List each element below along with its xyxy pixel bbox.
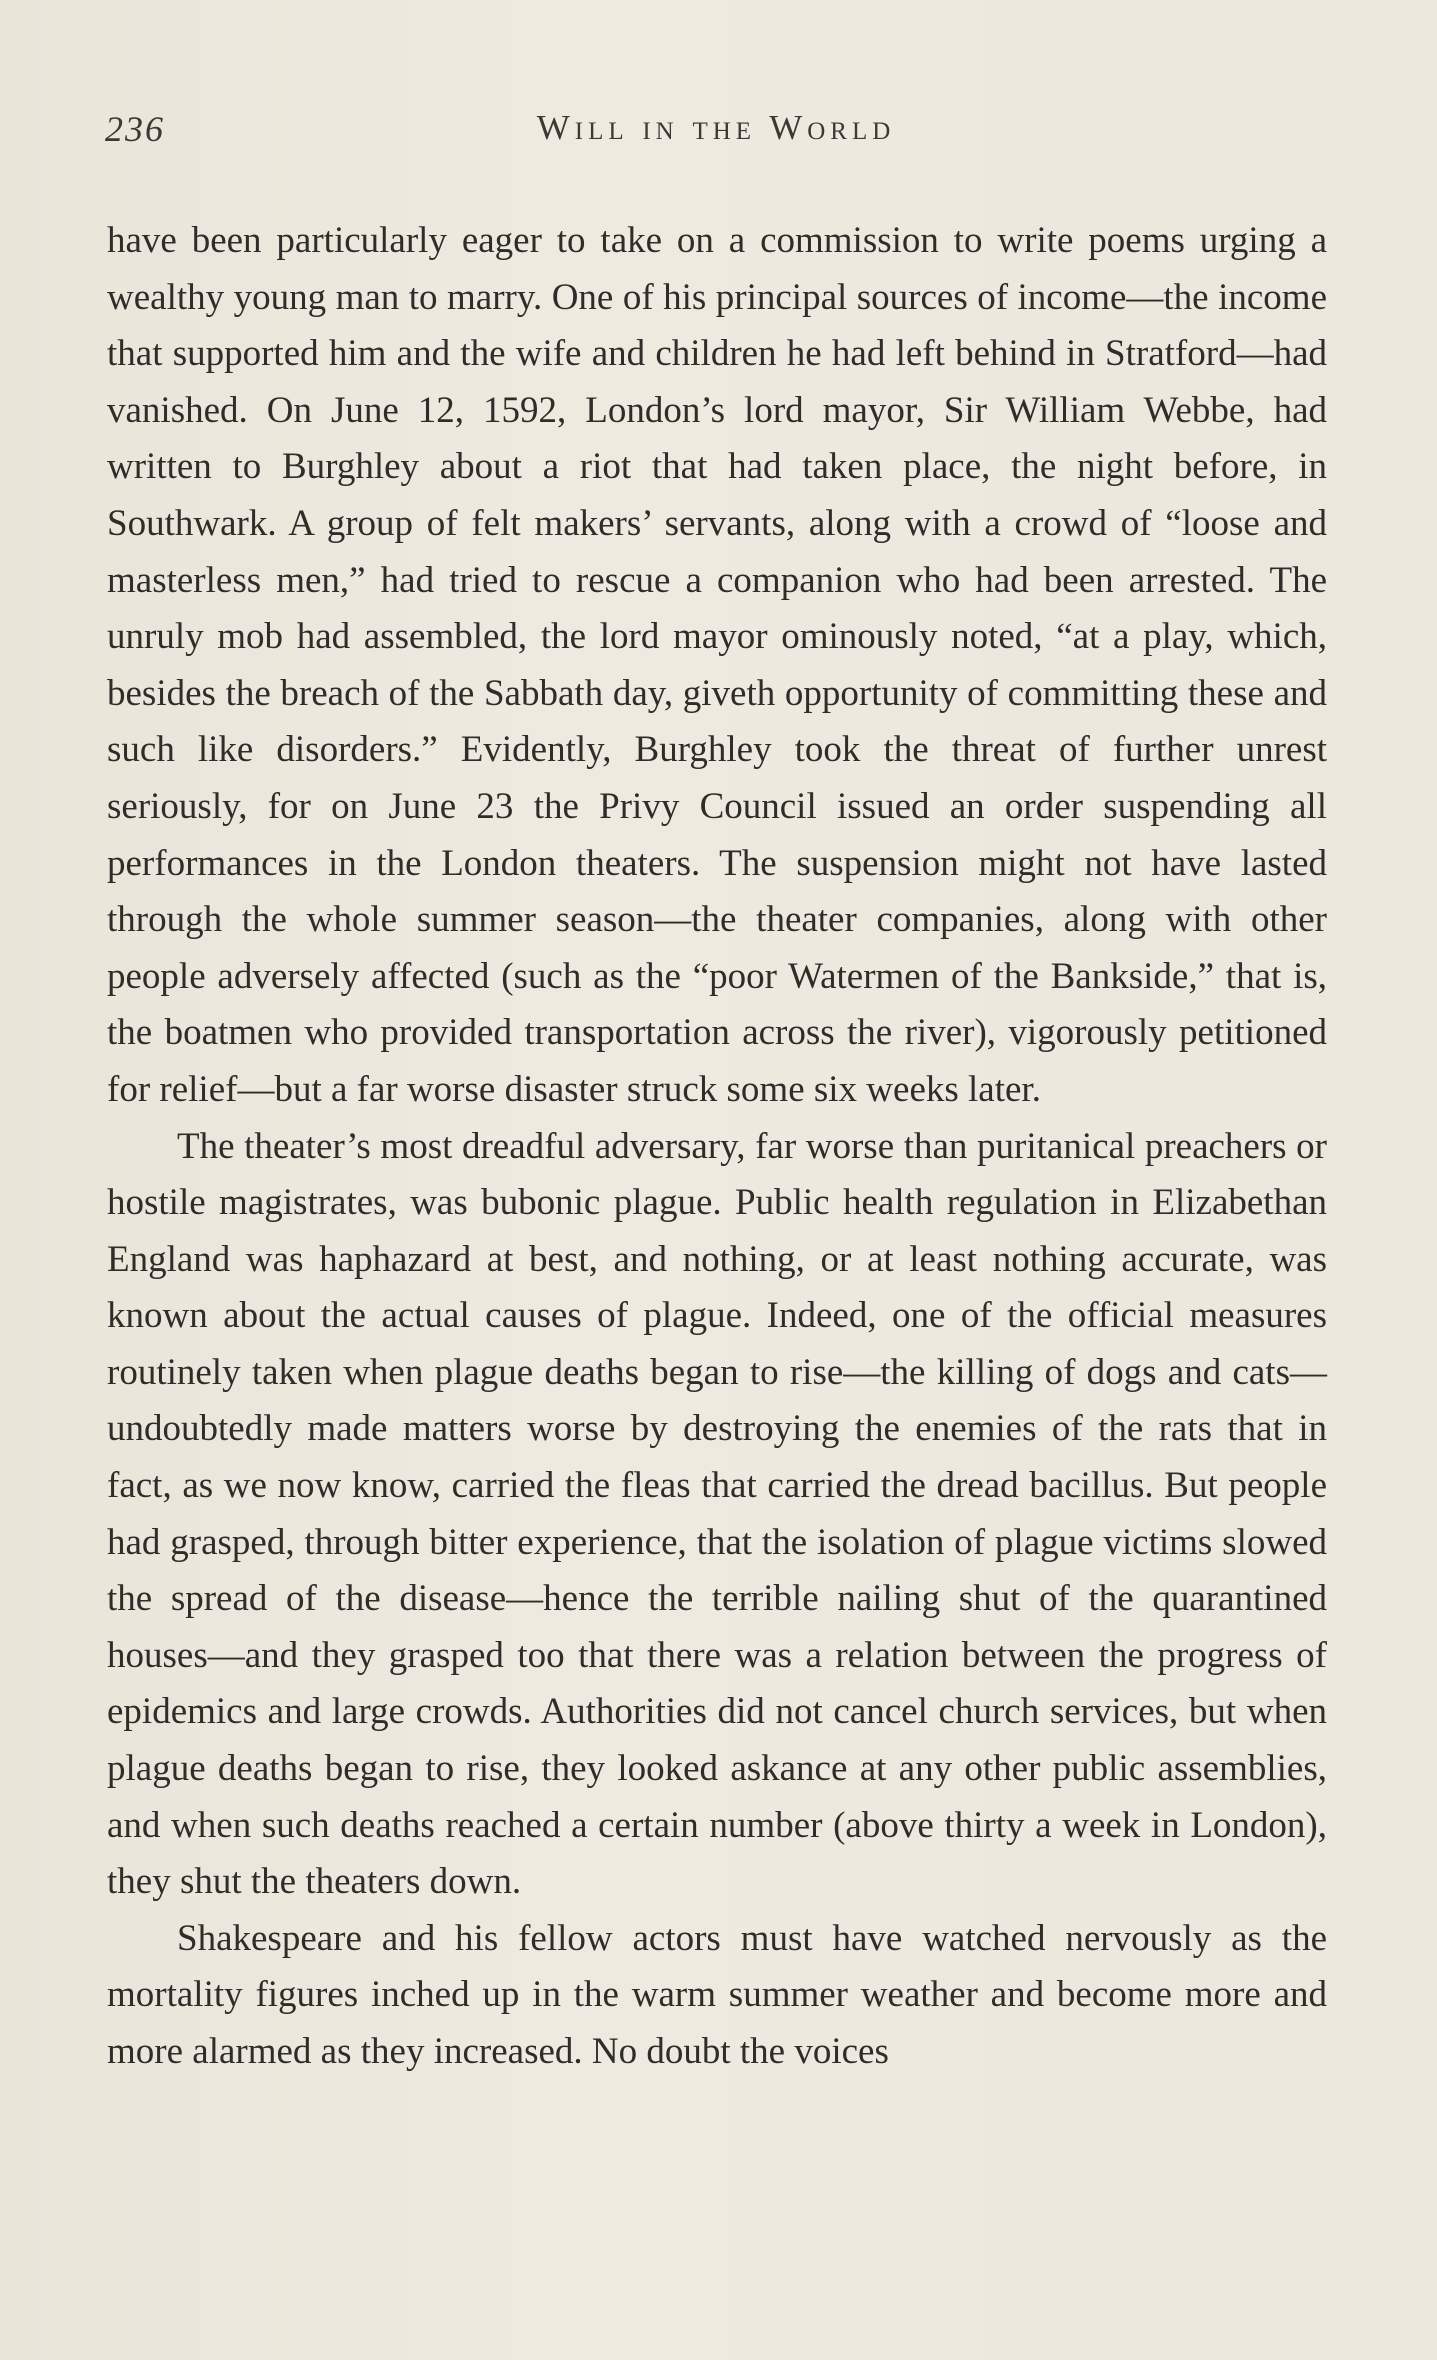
- body-text: [107, 213, 1327, 2081]
- paragraph-1: have been particularly eager to take on a commission to write poems urging a wealthy young man to marry. One of his principal sources of income—the income that supported him and the wife and children he had left behind in Stratford—had vanished. On June 12, 1592, London’s lord mayor, Sir William Webbe, had written to Burghley about a riot that had taken place, the night before, in Southwark. A group of felt makers’ servants, along with a crowd of “loose and masterless men,” had tried to rescue a companion who had been arrested. The unruly mob had assembled, the lord mayor ominously noted, “at a play, which, besides the breach of the Sabbath day, giveth opportunity of committing these and such like disorders.” Evidently, Burghley took the threat of further unrest seriously, for on June 23 the Privy Council issued an order suspending all performances in the London theaters. The suspension might not have lasted through the whole summer season—the theater companies, along with other people adversely affected (such as the “poor Watermen of the Bankside,” that is, the boatmen who provided transportation across the river), vigorously petitioned for relief—but a far worse disaster struck some six weeks later.: [107, 220, 1327, 1110]
- paragraph-3: Shakespeare and his fellow actors must have watched nervously as the mortality figures inched up in the warm summer weather and become more and more alarmed as they increased. No doubt the voices: [107, 1917, 1327, 2072]
- book-title: Will in the World: [536, 108, 896, 147]
- page-number: 236: [105, 109, 165, 149]
- running-head: [105, 108, 1327, 156]
- paragraph-2: The theater’s most dreadful adversary, far worse than puritanical preachers or hostile magistrates, was bubonic plague. Public health regulation in Elizabethan England was haphazard at best, and nothing, or at least nothing accurate, was known about the actual causes of plague. Indeed, one of the official measures routinely taken when plague deaths began to rise—the killing of dogs and cats—undoubtedly made matters worse by destroying the enemies of the rats that in fact, as we now know, carried the fleas that carried the dread bacillus. But people had grasped, through bitter experience, that the isolation of plague victims slowed the spread of the disease—hence the terrible nailing shut of the quarantined houses—and they grasped too that there was a relation between the progress of epidemics and large crowds. Authorities did not cancel church services, but when plague deaths began to rise, they looked askance at any other public assemblies, and when such deaths reached a certain number (above thirty a week in London), they shut the theaters down.: [107, 1125, 1327, 1903]
